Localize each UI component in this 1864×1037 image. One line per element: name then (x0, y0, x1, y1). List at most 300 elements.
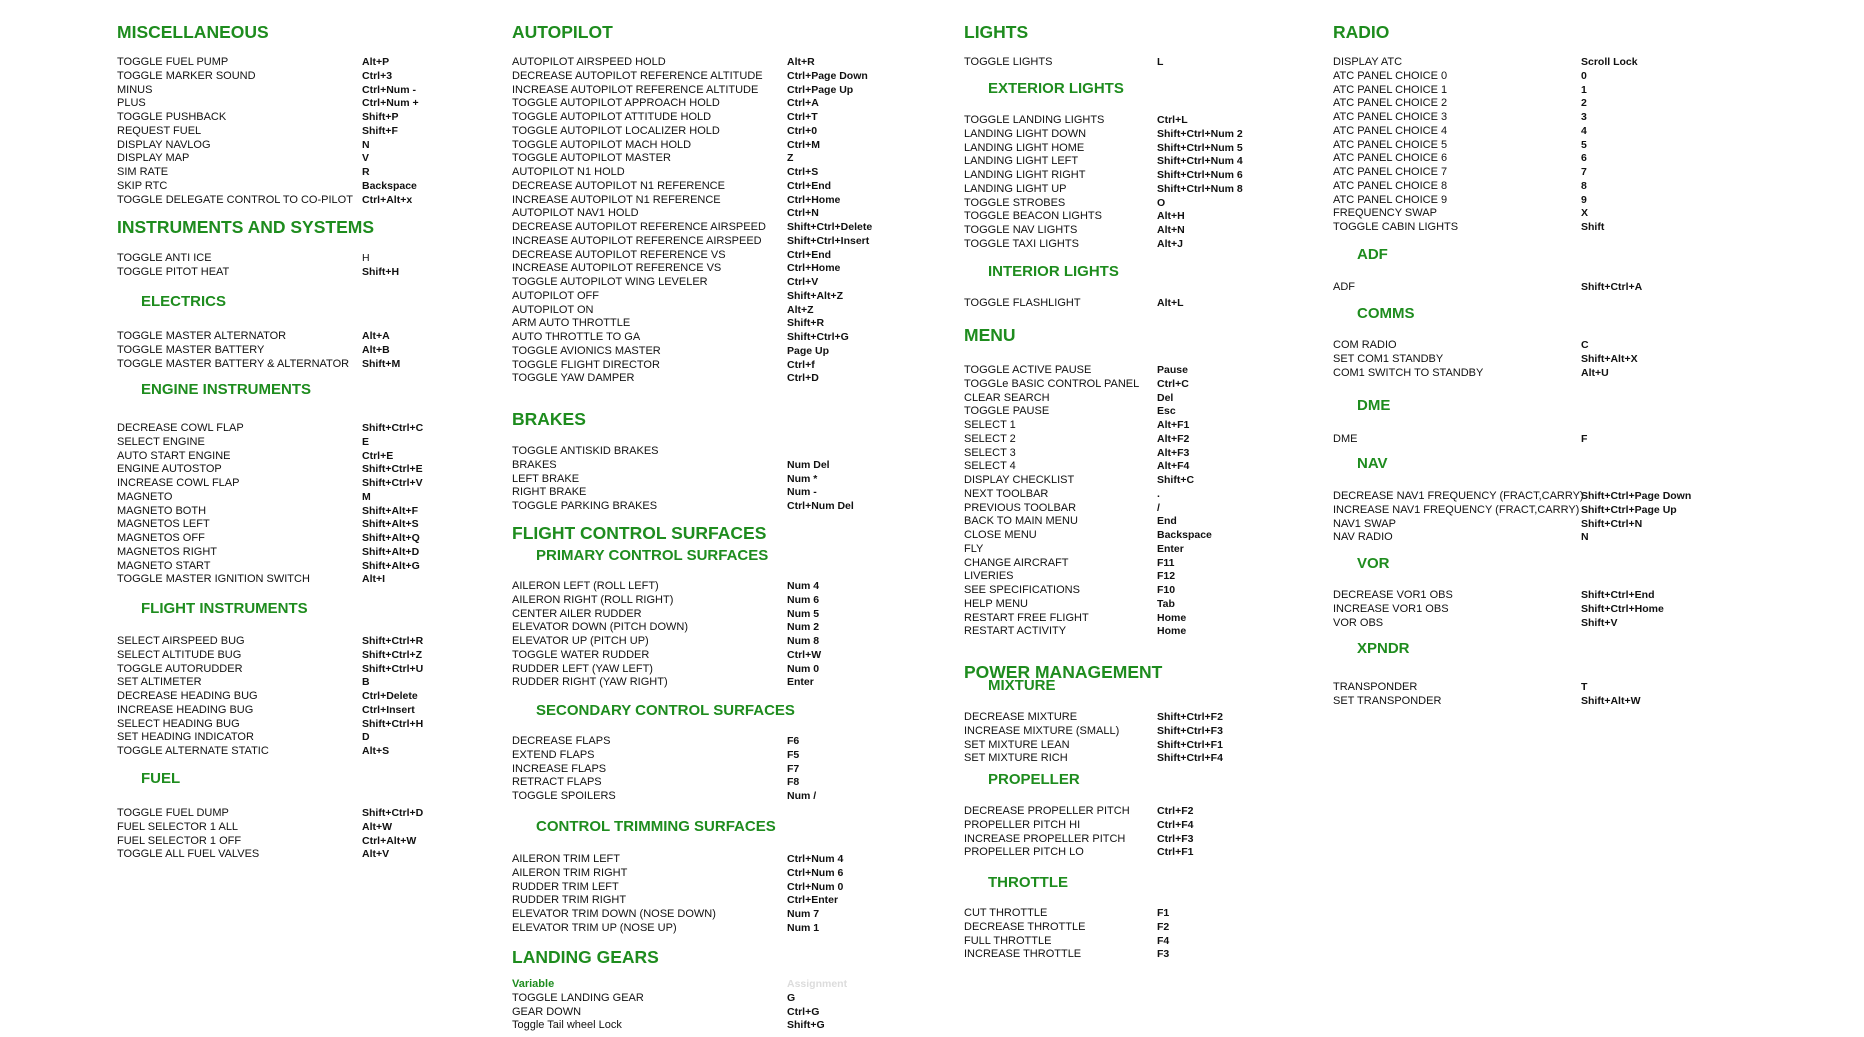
key-binding: . (1157, 488, 1160, 500)
action-label: TOGGLE BEACON LIGHTS (964, 210, 1102, 222)
shortcut-row (117, 546, 577, 559)
key-binding: 6 (1581, 152, 1587, 164)
action-label: SELECT 4 (964, 460, 1016, 472)
shortcut-row (1333, 518, 1793, 531)
key-binding: Ctrl+f (787, 359, 815, 371)
key-binding: Num 0 (787, 663, 820, 675)
shortcut-row (512, 1006, 972, 1019)
shortcut-row (964, 419, 1424, 432)
shortcut-row (512, 139, 972, 152)
action-label: TOGGLE AUTOPILOT WING LEVELER (512, 276, 708, 288)
shortcut-row (512, 249, 972, 262)
key-binding: Ctrl+Home (787, 194, 841, 206)
section-heading: RADIO (1333, 22, 1390, 42)
shortcut-row (1333, 207, 1793, 220)
key-binding: Num * (787, 473, 818, 485)
key-binding: Shift+Ctrl+G (787, 331, 849, 343)
key-binding: G (787, 992, 796, 1004)
key-binding: Alt+U (1581, 367, 1609, 379)
shortcut-row (512, 500, 972, 513)
shortcut-row (964, 474, 1424, 487)
key-binding: B (362, 676, 370, 688)
key-binding: Shift+Ctrl+F2 (1157, 711, 1223, 723)
action-label: TOGGLE DELEGATE CONTROL TO CO-PILOT (117, 194, 353, 206)
shortcut-row (512, 235, 972, 248)
key-binding: H (362, 252, 370, 264)
column-header-variable: Variable (512, 978, 555, 990)
action-label: TOGGLE FLASHLIGHT (964, 297, 1081, 309)
shortcut-row (512, 70, 972, 83)
shortcut-row (1333, 433, 1793, 446)
action-label: AUTOPILOT AIRSPEED HOLD (512, 56, 666, 68)
subsection-heading: FUEL (141, 770, 181, 787)
shortcut-row (512, 908, 972, 921)
action-label: DME (1333, 433, 1358, 445)
shortcut-row (512, 608, 972, 621)
key-binding: Shift+Alt+G (362, 560, 420, 572)
key-binding: Backspace (362, 180, 417, 192)
key-binding: Ctrl+Alt+W (362, 835, 417, 847)
action-label: TOGGLE MASTER BATTERY (117, 344, 265, 356)
key-binding: Alt+I (362, 573, 386, 585)
action-label: TOGGLE FLIGHT DIRECTOR (512, 359, 660, 371)
key-binding: Shift+M (362, 358, 401, 370)
key-binding: Shift+Ctrl+Page Up (1581, 504, 1677, 516)
key-binding: O (1157, 197, 1166, 209)
shortcut-row (512, 649, 972, 662)
key-binding: Shift+Ctrl+Insert (787, 235, 870, 247)
key-binding: Shift+Ctrl+A (1581, 281, 1643, 293)
shortcut-row (1333, 339, 1793, 352)
key-binding: Ctrl+Num Del (787, 500, 854, 512)
key-binding: Shift+Ctrl+C (362, 422, 424, 434)
shortcut-row (117, 477, 577, 490)
key-binding: Shift+Ctrl+E (362, 463, 423, 475)
action-label: SELECT 3 (964, 447, 1016, 459)
shortcut-row (512, 894, 972, 907)
key-binding: 1 (1581, 84, 1587, 96)
action-label: INCREASE AUTOPILOT REFERENCE VS (512, 262, 722, 274)
action-label: ATC PANEL CHOICE 6 (1333, 152, 1448, 164)
key-binding: F11 (1157, 557, 1175, 569)
shortcut-row (512, 221, 972, 234)
key-binding: Shift+Alt+Q (362, 532, 420, 544)
shortcut-row (117, 649, 577, 662)
action-label: RUDDER TRIM RIGHT (512, 894, 627, 906)
shortcut-row (512, 776, 972, 789)
key-binding: Ctrl+M (787, 139, 820, 151)
key-binding: 2 (1581, 97, 1587, 109)
section-heading: BRAKES (512, 409, 586, 429)
action-label: SELECT 2 (964, 433, 1016, 445)
shortcut-row (512, 881, 972, 894)
key-binding: Ctrl+0 (787, 125, 818, 137)
key-binding: Alt+A (362, 330, 390, 342)
key-binding: F10 (1157, 584, 1176, 596)
shortcut-row (512, 459, 972, 472)
shortcut-row (512, 304, 972, 317)
shortcut-row (1333, 695, 1793, 708)
key-binding: Shift+Ctrl+Num 2 (1157, 128, 1243, 140)
key-binding: Num 5 (787, 608, 820, 620)
shortcut-row (964, 543, 1424, 556)
action-label: DISPLAY MAP (117, 152, 190, 164)
action-label: RUDDER TRIM LEFT (512, 881, 619, 893)
shortcut-row (512, 978, 972, 991)
action-label: NAV1 SWAP (1333, 518, 1396, 530)
subsection-heading: NAV (1357, 455, 1388, 472)
action-label: SET ALTIMETER (117, 676, 202, 688)
action-label: INCREASE HEADING BUG (117, 704, 254, 716)
key-binding: Alt+W (362, 821, 393, 833)
section-heading: MENU (964, 325, 1016, 345)
key-binding: Ctrl+End (787, 249, 832, 261)
action-label: MAGNETO BOTH (117, 505, 207, 517)
key-binding: Shift+Alt+F (362, 505, 419, 517)
key-binding: Alt+B (362, 344, 390, 356)
shortcut-row (964, 570, 1424, 583)
key-binding: 4 (1581, 125, 1587, 137)
action-label: ATC PANEL CHOICE 0 (1333, 70, 1448, 82)
action-label: INCREASE AUTOPILOT N1 REFERENCE (512, 194, 721, 206)
shortcut-row (964, 833, 1424, 846)
action-label: MINUS (117, 84, 153, 96)
shortcut-row (512, 194, 972, 207)
key-binding: Num 6 (787, 594, 820, 606)
key-binding: F (1581, 433, 1588, 445)
shortcut-row (1333, 194, 1793, 207)
action-label: AUTO START ENGINE (117, 450, 231, 462)
action-label: LEFT BRAKE (512, 473, 580, 485)
shortcut-row (117, 139, 577, 152)
key-binding: Shift+Ctrl+F3 (1157, 725, 1223, 737)
shortcut-row (117, 56, 577, 69)
shortcut-row (512, 1019, 972, 1032)
shortcut-row (964, 557, 1424, 570)
key-binding: Shift+Ctrl+Delete (787, 221, 873, 233)
shortcut-row (964, 739, 1424, 752)
key-binding: N (362, 139, 370, 151)
action-label: DISPLAY CHECKLIST (964, 474, 1075, 486)
action-label: DISPLAY NAVLOG (117, 139, 211, 151)
action-label: SELECT 1 (964, 419, 1016, 431)
key-binding: Tab (1157, 598, 1175, 610)
action-label: ENGINE AUTOSTOP (117, 463, 222, 475)
shortcut-row (512, 992, 972, 1005)
key-binding: Z (787, 152, 794, 164)
shortcut-row (117, 835, 577, 848)
action-label: ATC PANEL CHOICE 4 (1333, 125, 1448, 137)
key-binding: Shift+V (1581, 617, 1618, 629)
shortcut-row (512, 580, 972, 593)
key-binding: Shift+Ctrl+R (362, 635, 424, 647)
shortcut-row (117, 358, 577, 371)
key-binding: Shift+H (362, 266, 400, 278)
shortcut-row (1333, 125, 1793, 138)
action-label: FUEL SELECTOR 1 ALL (117, 821, 239, 833)
key-binding: F12 (1157, 570, 1176, 582)
subsection-heading: ADF (1357, 246, 1388, 263)
action-label: SET COM1 STANDBY (1333, 353, 1444, 365)
key-binding: Num 2 (787, 621, 820, 633)
key-binding: Shift+Ctrl+F1 (1157, 739, 1223, 751)
shortcut-row (1333, 281, 1793, 294)
key-binding: Shift (1581, 221, 1605, 233)
key-binding: R (362, 166, 370, 178)
key-binding: End (1157, 515, 1177, 527)
key-binding: F6 (787, 735, 800, 747)
shortcut-row (512, 763, 972, 776)
action-label: DECREASE NAV1 FREQUENCY (FRACT,CARRY) (1333, 490, 1584, 502)
key-binding: Ctrl+E (362, 450, 394, 462)
key-binding: 7 (1581, 166, 1587, 178)
action-label: TOGGLE AUTOPILOT MASTER (512, 152, 671, 164)
action-label: TOGGLE AUTOPILOT ATTITUDE HOLD (512, 111, 712, 123)
action-label: AILERON RIGHT (ROLL RIGHT) (512, 594, 674, 606)
shortcut-row (1333, 166, 1793, 179)
key-binding: 9 (1581, 194, 1587, 206)
action-label: SET MIXTURE LEAN (964, 739, 1070, 751)
action-label: INCREASE AUTOPILOT REFERENCE ALTITUDE (512, 84, 759, 96)
action-label: AUTOPILOT ON (512, 304, 594, 316)
shortcut-row (1333, 139, 1793, 152)
key-binding: Alt+V (362, 848, 390, 860)
action-label: TOGGLE NAV LIGHTS (964, 224, 1078, 236)
action-label: NEXT TOOLBAR (964, 488, 1049, 500)
action-label: CLOSE MENU (964, 529, 1037, 541)
key-binding: Shift+Ctrl+Num 5 (1157, 142, 1243, 154)
key-binding: Ctrl+W (787, 649, 822, 661)
action-label: PREVIOUS TOOLBAR (964, 502, 1077, 514)
action-label: ATC PANEL CHOICE 2 (1333, 97, 1448, 109)
action-label: MAGNETOS OFF (117, 532, 205, 544)
shortcut-row (512, 867, 972, 880)
action-label: TOGGLE CABIN LIGHTS (1333, 221, 1459, 233)
action-label: TOGGLE ALTERNATE STATIC (117, 745, 269, 757)
action-label: DECREASE THROTTLE (964, 921, 1086, 933)
action-label: INCREASE FLAPS (512, 763, 607, 775)
section-heading: LANDING GEARS (512, 947, 659, 967)
shortcut-row (1333, 504, 1793, 517)
action-label: AILERON TRIM LEFT (512, 853, 620, 865)
shortcut-row (117, 422, 577, 435)
shortcut-row (117, 635, 577, 648)
shortcut-row (512, 922, 972, 935)
action-label: AUTOPILOT OFF (512, 290, 599, 302)
action-label: ATC PANEL CHOICE 1 (1333, 84, 1448, 96)
action-label: AUTO THROTTLE TO GA (512, 331, 641, 343)
shortcut-row (512, 445, 972, 458)
column-header-assignment: Assignment (787, 978, 848, 990)
key-binding: Ctrl+F4 (1157, 819, 1194, 831)
key-binding: Num - (787, 486, 817, 498)
key-binding: Ctrl+Enter (787, 894, 839, 906)
action-label: LIVERIES (964, 570, 1014, 582)
shortcut-row (117, 252, 577, 265)
key-binding: V (362, 152, 370, 164)
action-label: SEE SPECIFICATIONS (964, 584, 1080, 596)
action-label: RESTART ACTIVITY (964, 625, 1067, 637)
shortcut-row (117, 718, 577, 731)
section-heading: AUTOPILOT (512, 22, 613, 42)
shortcut-row (1333, 353, 1793, 366)
action-label: TOGGLE LANDING LIGHTS (964, 114, 1105, 126)
action-label: SET HEADING INDICATOR (117, 731, 254, 743)
action-label: ARM AUTO THROTTLE (512, 317, 631, 329)
action-label: TOGGLE YAW DAMPER (512, 372, 635, 384)
shortcut-row (964, 392, 1424, 405)
key-binding: Ctrl+Insert (362, 704, 415, 716)
action-label: FREQUENCY SWAP (1333, 207, 1437, 219)
action-label: INCREASE PROPELLER PITCH (964, 833, 1126, 845)
action-label: SELECT ALTITUDE BUG (117, 649, 242, 661)
shortcut-row (117, 821, 577, 834)
section-heading: LIGHTS (964, 22, 1029, 42)
key-binding: L (1157, 56, 1164, 68)
shortcut-row (512, 663, 972, 676)
action-label: BACK TO MAIN MENU (964, 515, 1078, 527)
action-label: TOGGLE MASTER BATTERY & ALTERNATOR (117, 358, 350, 370)
shortcut-row (964, 907, 1424, 920)
section-heading: POWER MANAGEMENT (964, 662, 1163, 682)
shortcut-row (512, 180, 972, 193)
shortcut-row (964, 752, 1424, 765)
action-label: TOGGLE PAUSE (964, 405, 1050, 417)
action-label: DECREASE HEADING BUG (117, 690, 258, 702)
shortcut-row (117, 505, 577, 518)
action-label: ATC PANEL CHOICE 9 (1333, 194, 1448, 206)
action-label: INCREASE AUTOPILOT REFERENCE AIRSPEED (512, 235, 762, 247)
action-label: TOGGLE FUEL PUMP (117, 56, 229, 68)
key-binding: Alt+J (1157, 238, 1183, 250)
action-label: DECREASE FLAPS (512, 735, 611, 747)
shortcut-row (117, 84, 577, 97)
key-binding: Shift+Ctrl+V (362, 477, 423, 489)
shortcut-row (117, 266, 577, 279)
key-binding: 5 (1581, 139, 1587, 151)
shortcut-row (1333, 56, 1793, 69)
shortcut-row (1333, 589, 1793, 602)
subsection-heading: SECONDARY CONTROL SURFACES (536, 702, 795, 719)
action-label: LANDING LIGHT RIGHT (964, 169, 1086, 181)
shortcut-row (964, 819, 1424, 832)
action-label: ELEVATOR DOWN (PITCH DOWN) (512, 621, 688, 633)
key-binding: F1 (1157, 907, 1170, 919)
key-binding: Ctrl+A (787, 97, 819, 109)
key-binding: Ctrl+C (1157, 378, 1189, 390)
action-label: LANDING LIGHT HOME (964, 142, 1085, 154)
key-binding: 0 (1581, 70, 1587, 82)
key-binding: Enter (787, 676, 814, 688)
shortcut-row (964, 460, 1424, 473)
action-label: RETRACT FLAPS (512, 776, 602, 788)
shortcut-row (512, 152, 972, 165)
shortcut-row (117, 532, 577, 545)
key-binding: Ctrl+Num 4 (787, 853, 844, 865)
key-binding: Shift+Ctrl+Page Down (1581, 490, 1692, 502)
key-binding: Alt+N (1157, 224, 1185, 236)
key-binding: Shift+Alt+D (362, 546, 420, 558)
action-label: FUEL SELECTOR 1 OFF (117, 835, 242, 847)
shortcut-row (964, 405, 1424, 418)
shortcut-row (512, 749, 972, 762)
key-binding: F8 (787, 776, 800, 788)
shortcut-row (117, 97, 577, 110)
shortcut-row (512, 276, 972, 289)
action-label: NAV RADIO (1333, 531, 1393, 543)
action-label: DISPLAY ATC (1333, 56, 1403, 68)
key-binding: F2 (1157, 921, 1170, 933)
shortcut-row (964, 711, 1424, 724)
key-binding: Ctrl+Page Up (787, 84, 854, 96)
key-binding: Shift+Ctrl+Num 8 (1157, 183, 1243, 195)
key-binding: E (362, 436, 370, 448)
action-label: MAGNETOS RIGHT (117, 546, 218, 558)
key-binding: Shift+C (1157, 474, 1195, 486)
action-label: PLUS (117, 97, 146, 109)
key-binding: / (1157, 502, 1160, 514)
action-label: MAGNETOS LEFT (117, 518, 210, 530)
shortcut-row (1333, 490, 1793, 503)
action-label: TOGGLE PUSHBACK (117, 111, 227, 123)
key-binding: Scroll Lock (1581, 56, 1638, 68)
key-binding: Shift+P (362, 111, 399, 123)
shortcut-row (512, 166, 972, 179)
shortcut-row (117, 152, 577, 165)
key-binding: Shift+Ctrl+Num 6 (1157, 169, 1243, 181)
key-binding: Alt+P (362, 56, 390, 68)
action-label: ADF (1333, 281, 1355, 293)
key-binding: Ctrl+L (1157, 114, 1188, 126)
action-label: TOGGLE ANTI ICE (117, 252, 212, 264)
action-label: TOGGLE LANDING GEAR (512, 992, 644, 1004)
key-binding: Ctrl+F3 (1157, 833, 1194, 845)
shortcut-row (117, 731, 577, 744)
key-binding: F7 (787, 763, 800, 775)
key-binding: Shift+Ctrl+Home (1581, 603, 1664, 615)
action-label: TOGGLe BASIC CONTROL PANEL (964, 378, 1140, 390)
action-label: SET MIXTURE RICH (964, 752, 1068, 764)
key-binding: Ctrl+3 (362, 70, 393, 82)
shortcut-row (512, 473, 972, 486)
action-label: TOGGLE SPOILERS (512, 790, 616, 802)
shortcut-row (512, 345, 972, 358)
action-label: TOGGLE PARKING BRAKES (512, 500, 658, 512)
shortcut-row (964, 846, 1424, 859)
shortcut-row (964, 935, 1424, 948)
shortcut-row (964, 921, 1424, 934)
action-label: AUTOPILOT N1 HOLD (512, 166, 625, 178)
subsection-heading: ELECTRICS (141, 293, 227, 310)
key-binding: T (1581, 681, 1588, 693)
action-label: TOGGLE FUEL DUMP (117, 807, 229, 819)
action-label: GEAR DOWN (512, 1006, 582, 1018)
key-binding: Ctrl+D (787, 372, 819, 384)
action-label: INCREASE VOR1 OBS (1333, 603, 1449, 615)
shortcut-row (512, 372, 972, 385)
shortcut-row (1333, 221, 1793, 234)
shortcut-row (512, 56, 972, 69)
shortcut-row (512, 207, 972, 220)
action-label: RUDDER LEFT (YAW LEFT) (512, 663, 653, 675)
action-label: LANDING LIGHT LEFT (964, 155, 1079, 167)
section-heading: MISCELLANEOUS (117, 22, 269, 42)
shortcut-row (1333, 152, 1793, 165)
subsection-heading: MIXTURE (988, 677, 1056, 694)
shortcut-row (117, 848, 577, 861)
subsection-heading: PROPELLER (988, 771, 1080, 788)
key-binding: Num 1 (787, 922, 820, 934)
